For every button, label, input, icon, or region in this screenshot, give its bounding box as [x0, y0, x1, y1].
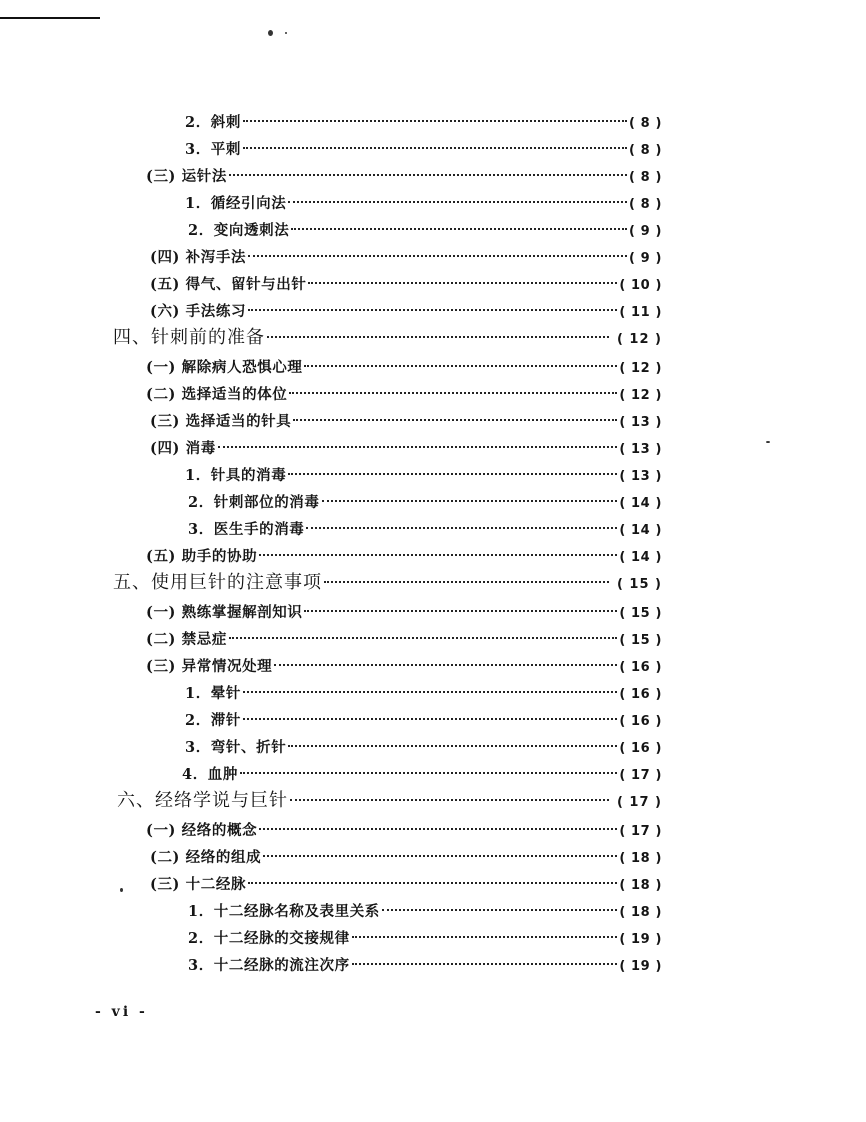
- toc-entry-title: (三) 运针法: [146, 168, 227, 185]
- toc-entry[interactable]: [150, 409, 662, 435]
- toc-entry-title: (五) 得气、留针与出针: [150, 276, 307, 293]
- toc-entry-page: ( 10 ): [619, 278, 662, 293]
- toc-leader: [267, 336, 609, 338]
- toc-entry-title: 2．斜刺: [185, 114, 241, 131]
- toc-chapter[interactable]: [117, 788, 662, 814]
- toc-entry-page: ( 18 ): [619, 851, 662, 866]
- toc-entry-title: (六) 手法练习: [150, 303, 247, 320]
- toc-entry-page: ( 18 ): [619, 878, 662, 893]
- toc-entry-page: ( 8 ): [629, 170, 662, 185]
- toc-entry-page: ( 9 ): [629, 251, 662, 266]
- toc-entry-page: ( 16 ): [619, 714, 662, 729]
- toc-leader: [259, 554, 617, 556]
- toc-leader: [243, 718, 617, 720]
- toc-leader: [288, 473, 617, 475]
- toc-entry-title: 3．十二经脉的流注次序: [188, 957, 350, 974]
- toc-leader: [229, 174, 627, 176]
- toc-entry-title: (二) 选择适当的体位: [146, 386, 288, 403]
- toc-entry[interactable]: [150, 436, 662, 462]
- toc-entry[interactable]: [150, 299, 662, 325]
- toc-entry-page: ( 12 ): [616, 332, 662, 347]
- toc-entry[interactable]: [146, 164, 662, 190]
- toc-leader: [289, 392, 617, 394]
- toc-entry-page: ( 15 ): [619, 633, 662, 648]
- toc-entry-title: 2．滞针: [185, 712, 241, 729]
- toc-leader: [243, 120, 627, 122]
- toc-entry[interactable]: [188, 953, 662, 979]
- toc-leader: [243, 147, 627, 149]
- toc-entry-page: ( 16 ): [619, 741, 662, 756]
- toc-entry[interactable]: [185, 681, 662, 707]
- toc-entry-page: ( 19 ): [619, 932, 662, 947]
- toc-entry-title: (三) 十二经脉: [150, 876, 247, 893]
- toc-entry-title: (一) 经络的概念: [146, 822, 258, 839]
- toc-entry[interactable]: [146, 600, 662, 626]
- toc-entry-title: (一) 解除病人恐惧心理: [146, 359, 303, 376]
- toc-leader: [382, 909, 617, 911]
- toc-entry-title: 1．循经引向法: [185, 195, 287, 212]
- toc-leader: [263, 855, 617, 857]
- toc-entry-page: ( 12 ): [619, 388, 662, 403]
- toc-entry[interactable]: [150, 245, 662, 271]
- toc-entry-page: ( 8 ): [629, 197, 662, 212]
- toc-entry-page: ( 13 ): [619, 469, 662, 484]
- toc-entry-page: ( 14 ): [619, 496, 662, 511]
- toc-entry-title: 六、经络学说与巨针: [117, 790, 288, 811]
- toc-entry-page: ( 16 ): [619, 660, 662, 675]
- toc-entry-page: ( 13 ): [619, 442, 662, 457]
- toc-entry[interactable]: [188, 926, 662, 952]
- toc-entry-page: ( 17 ): [619, 824, 662, 839]
- toc-entry-title: (三) 选择适当的针具: [150, 413, 292, 430]
- toc-entry[interactable]: [150, 272, 662, 298]
- toc-leader: [248, 309, 617, 311]
- toc-entry[interactable]: [146, 818, 662, 844]
- toc-entry-page: ( 11 ): [619, 305, 662, 320]
- toc-leader: [218, 446, 617, 448]
- toc-entry-page: ( 17 ): [616, 795, 662, 810]
- toc-entry-title: (二) 禁忌症: [146, 631, 227, 648]
- toc-entry[interactable]: [185, 110, 662, 136]
- toc-leader: [229, 637, 617, 639]
- toc-entry-page: ( 15 ): [619, 606, 662, 621]
- toc-entry-title: (五) 助手的协助: [146, 548, 258, 565]
- toc-entry-page: ( 14 ): [619, 550, 662, 565]
- toc-entry[interactable]: [146, 627, 662, 653]
- toc-leader: [293, 419, 617, 421]
- toc-entry-page: ( 12 ): [619, 361, 662, 376]
- toc-entry-title: 4．血肿: [182, 766, 238, 783]
- toc-entry[interactable]: [185, 191, 662, 217]
- toc-entry-page: ( 18 ): [619, 905, 662, 920]
- toc-leader: [248, 882, 617, 884]
- toc-entry[interactable]: [146, 355, 662, 381]
- toc-entry[interactable]: [146, 544, 662, 570]
- toc-chapter[interactable]: [113, 325, 662, 351]
- toc-leader: [308, 282, 617, 284]
- toc-entry-title: 3．平刺: [185, 141, 241, 158]
- toc-entry[interactable]: [182, 762, 662, 788]
- toc-leader: [274, 664, 617, 666]
- toc-leader: [324, 581, 609, 583]
- toc-entry-page: ( 19 ): [619, 959, 662, 974]
- toc-entry-title: 1．针具的消毒: [185, 467, 287, 484]
- toc-chapter[interactable]: [113, 570, 662, 596]
- toc-entry-title: (四) 补泻手法: [150, 249, 247, 266]
- toc-entry-page: ( 14 ): [619, 523, 662, 538]
- toc-entry[interactable]: [188, 899, 662, 925]
- toc-leader: [304, 365, 617, 367]
- toc-entry-page: ( 16 ): [619, 687, 662, 702]
- page-number-footer: - vi -: [95, 1004, 148, 1020]
- toc-entry-title: (四) 消毒: [150, 440, 216, 457]
- toc-leader: [248, 255, 627, 257]
- toc-entry-page: ( 8 ): [629, 116, 662, 131]
- toc-entry-title: 3．弯针、折针: [185, 739, 287, 756]
- toc-entry[interactable]: [146, 654, 662, 680]
- toc-leader: [322, 500, 618, 502]
- toc-entry-page: ( 8 ): [629, 143, 662, 158]
- toc-entry-title: (三) 异常情况处理: [146, 658, 273, 675]
- toc-entry-title: (一) 熟练掌握解剖知识: [146, 604, 303, 621]
- toc-leader: [306, 527, 617, 529]
- toc-entry[interactable]: [146, 382, 662, 408]
- toc-entry[interactable]: [188, 218, 662, 244]
- toc-leader: [243, 691, 617, 693]
- toc-leader: [352, 936, 618, 938]
- toc-entry[interactable]: [188, 517, 662, 543]
- toc-leader: [290, 799, 609, 801]
- toc-leader: [240, 772, 617, 774]
- toc-entry-title: 2．变向透刺法: [188, 222, 290, 239]
- toc-leader: [304, 610, 617, 612]
- toc-entry-page: ( 17 ): [619, 768, 662, 783]
- toc-leader: [259, 828, 617, 830]
- toc-entry-title: 3．医生手的消毒: [188, 521, 305, 538]
- toc-entry-title: 1．晕针: [185, 685, 241, 702]
- toc-leader: [352, 963, 618, 965]
- toc-entry[interactable]: [188, 490, 662, 516]
- toc-entry[interactable]: [150, 845, 662, 871]
- toc-entry-title: 2．十二经脉的交接规律: [188, 930, 350, 947]
- toc-entry-title: 四、针刺前的准备: [113, 327, 265, 348]
- toc-entry[interactable]: [185, 708, 662, 734]
- toc-leader: [291, 228, 627, 230]
- toc-leader: [288, 745, 617, 747]
- toc-entry-title: 2．针刺部位的消毒: [188, 494, 320, 511]
- toc-entry-page: ( 15 ): [616, 577, 662, 592]
- toc-entry[interactable]: [150, 872, 662, 898]
- toc-entry-page: ( 9 ): [629, 224, 662, 239]
- toc-entry-title: (二) 经络的组成: [150, 849, 262, 866]
- toc-entry[interactable]: [185, 735, 662, 761]
- toc-entry-page: ( 13 ): [619, 415, 662, 430]
- toc-leader: [288, 201, 627, 203]
- toc-entry[interactable]: [185, 137, 662, 163]
- toc-entry-title: 1．十二经脉名称及表里关系: [188, 903, 380, 920]
- toc-entry-title: 五、使用巨针的注意事项: [113, 572, 322, 593]
- toc-entry[interactable]: [185, 463, 662, 489]
